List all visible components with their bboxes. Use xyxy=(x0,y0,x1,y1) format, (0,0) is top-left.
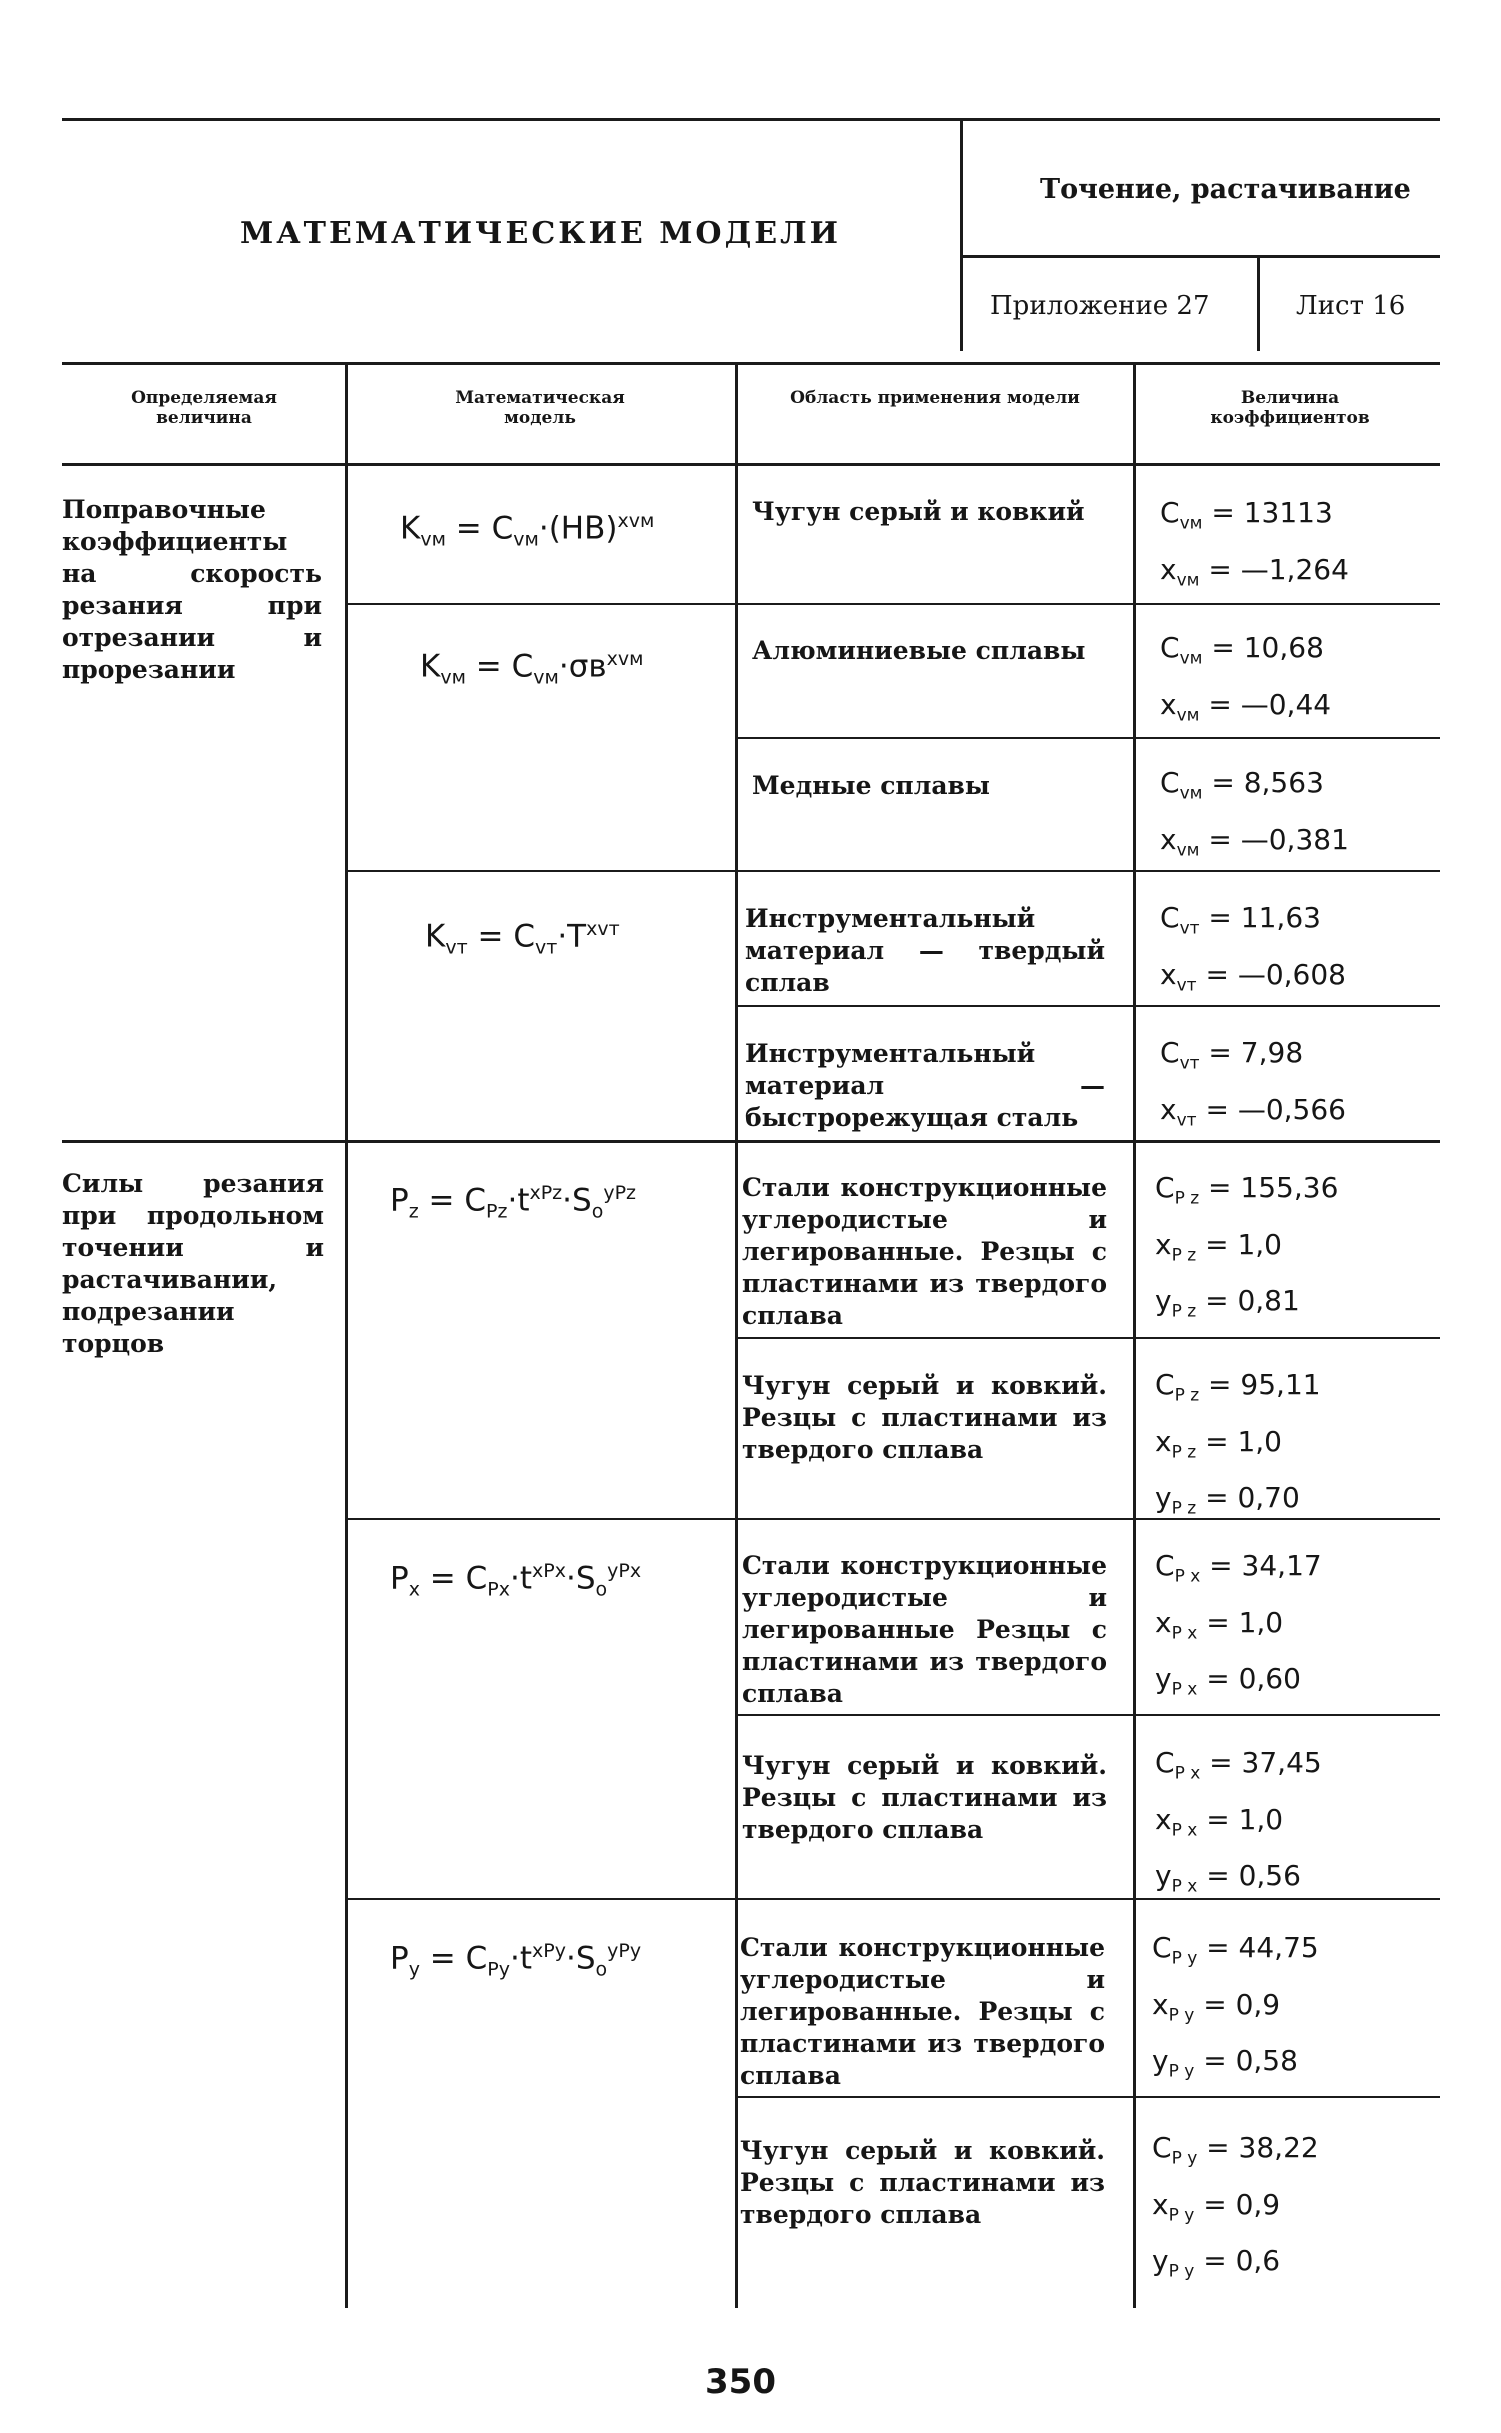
coefficient-line: $C_{vт} = 11,63$ xyxy=(1160,901,1321,939)
coefficient-line: $y_{P z} = 0,81$ xyxy=(1155,1284,1300,1322)
row-rule xyxy=(738,1714,1440,1716)
coefficient-block xyxy=(1155,1543,1322,1713)
header-bottom-rule xyxy=(62,463,1440,466)
coefficient-block xyxy=(1160,760,1349,873)
coefficient-line: $C_{vм} = 10,68$ xyxy=(1160,631,1324,669)
row-rule xyxy=(738,1337,1440,1339)
appendix-label: Приложение 27 xyxy=(990,291,1210,321)
application-area: Стали конструкционные углеродистые и легированные. Резцы с пластинами из твердого сплава xyxy=(740,1933,1105,2090)
coefficient-block xyxy=(1160,895,1346,1008)
coefficient-line: $x_{vм}$ = —0,44 xyxy=(1160,687,1332,726)
coefficient-block xyxy=(1152,2125,1319,2295)
application-area: Чугун серый и ковкий. Резцы с пластинами из твердого сплава xyxy=(742,1751,1107,1844)
operation-label: Точение, растачивание xyxy=(1040,174,1411,205)
coefficient-line: $y_{P y} = 0,6$ xyxy=(1152,2244,1281,2282)
coefficient-line: $x_{vт}$ = —0,608 xyxy=(1160,957,1346,996)
math-model-formula: $P_y = C_{Py}\cdot t^{xPy}\cdot S_o^{yPy}$ xyxy=(390,1940,642,1981)
coefficient-line: $x_{P y} = 0,9$ xyxy=(1152,1987,1281,2026)
page-title: МАТЕМАТИЧЕСКИЕ МОДЕЛИ xyxy=(240,216,841,251)
application-area: Инструментальный материал — твердый сплав xyxy=(745,904,1105,997)
table-top-rule xyxy=(62,362,1440,365)
col-divider-2 xyxy=(735,362,738,2308)
coefficient-line: $y_{P x} = 0,60$ xyxy=(1155,1662,1301,1700)
coefficient-line: $y_{P y} = 0,58$ xyxy=(1152,2044,1298,2082)
group-label: Поправочные коэффициенты на скорость резания при отрезании и прорезании xyxy=(62,495,322,684)
col-divider-1 xyxy=(345,362,348,2308)
math-model-formula: $P_x = C_{Px}\cdot t^{xPx}\cdot S_o^{yPx}$ xyxy=(390,1560,642,1601)
coefficient-line: $x_{P x} = 1,0$ xyxy=(1155,1605,1284,1644)
coefficient-block xyxy=(1160,1030,1346,1143)
col-divider-3 xyxy=(1133,362,1136,2308)
application-area: Чугун серый и ковкий. Резцы с пластинами из твердого сплава xyxy=(740,2136,1105,2229)
application-area: Алюминиевые сплавы xyxy=(752,636,1086,665)
coefficient-block xyxy=(1155,1362,1321,1532)
coefficient-line: $x_{P z} = 1,0$ xyxy=(1155,1227,1282,1266)
math-model-formula: $K_{vт} = C_{vт}\cdot T^{xvт}$ xyxy=(425,918,620,959)
coefficient-line: $x_{P z} = 1,0$ xyxy=(1155,1424,1282,1463)
coefficient-block xyxy=(1152,1925,1319,2095)
coefficient-line: $C_{P z} = 155,36$ xyxy=(1155,1171,1339,1209)
application-area: Инструментальный материал — быстрорежущая сталь xyxy=(745,1039,1105,1132)
coefficient-line: $C_{P y} = 38,22$ xyxy=(1152,2131,1319,2169)
coefficient-line: $x_{vм}$ = —0,381 xyxy=(1160,822,1349,861)
column-header: Определяемая величина xyxy=(131,388,277,428)
math-model-formula: $K_{vм} = C_{vм}\cdot(HB)^{xvм}$ xyxy=(400,510,655,551)
math-model-formula: $P_z = C_{Pz}\cdot t^{xPz}\cdot S_o^{yPz}$ xyxy=(390,1182,637,1223)
application-area: Стали конструкционные углеродистые и легированные Резцы с пластинами из твердого сплава xyxy=(742,1551,1107,1708)
coefficient-line: $C_{vт} = 7,98$ xyxy=(1160,1036,1304,1074)
coefficient-line: $C_{P y} = 44,75$ xyxy=(1152,1931,1319,1969)
header-sheet-divider xyxy=(1257,258,1260,351)
application-area: Чугун серый и ковкий. Резцы с пластинами из твердого сплава xyxy=(742,1371,1107,1464)
column-header: Величина коэффициентов xyxy=(1210,388,1370,428)
coefficient-line: $C_{P z} = 95,11$ xyxy=(1155,1368,1321,1406)
top-rule xyxy=(62,118,1440,121)
coefficient-line: $C_{vм} = 13113$ xyxy=(1160,496,1333,534)
coefficient-line: $x_{vт}$ = —0,566 xyxy=(1160,1092,1346,1131)
header-mid-rule xyxy=(962,255,1440,258)
column-header: Область применения модели xyxy=(790,388,1080,408)
column-header: Математическая модель xyxy=(455,388,625,428)
application-area: Медные сплавы xyxy=(752,771,990,800)
coefficient-block xyxy=(1160,490,1349,603)
coefficient-line: $y_{P z} = 0,70$ xyxy=(1155,1481,1300,1519)
group-label: Силы резания при продольном точении и растачивании, подрезании торцов xyxy=(62,1169,324,1358)
coefficient-line: $y_{P x} = 0,56$ xyxy=(1155,1859,1301,1897)
coefficient-line: $C_{P x} = 37,45$ xyxy=(1155,1746,1322,1784)
application-area: Чугун серый и ковкий xyxy=(752,497,1085,526)
row-rule xyxy=(348,603,1440,605)
coefficient-line: $x_{P y} = 0,9$ xyxy=(1152,2187,1281,2226)
coefficient-block xyxy=(1155,1165,1338,1335)
coefficient-line: $C_{vм} = 8,563$ xyxy=(1160,766,1324,804)
coefficient-line: $C_{P x} = 34,17$ xyxy=(1155,1549,1322,1587)
page-number: 350 xyxy=(705,2362,776,2402)
coefficient-block xyxy=(1160,625,1331,738)
sheet-label: Лист 16 xyxy=(1296,291,1406,321)
coefficient-line: $x_{P x} = 1,0$ xyxy=(1155,1802,1284,1841)
coefficient-line: $x_{vм}$ = —1,264 xyxy=(1160,552,1349,591)
row-rule xyxy=(738,737,1440,739)
coefficient-block xyxy=(1155,1740,1322,1910)
header-divider xyxy=(960,118,963,351)
application-area: Стали конструкционные углеродистые и легированные. Резцы с пластинами из твердого сплава xyxy=(742,1173,1107,1330)
math-model-formula: $K_{vм} = C_{vм}\cdot\sigma в^{xvм}$ xyxy=(420,648,644,689)
row-rule xyxy=(738,2096,1440,2098)
